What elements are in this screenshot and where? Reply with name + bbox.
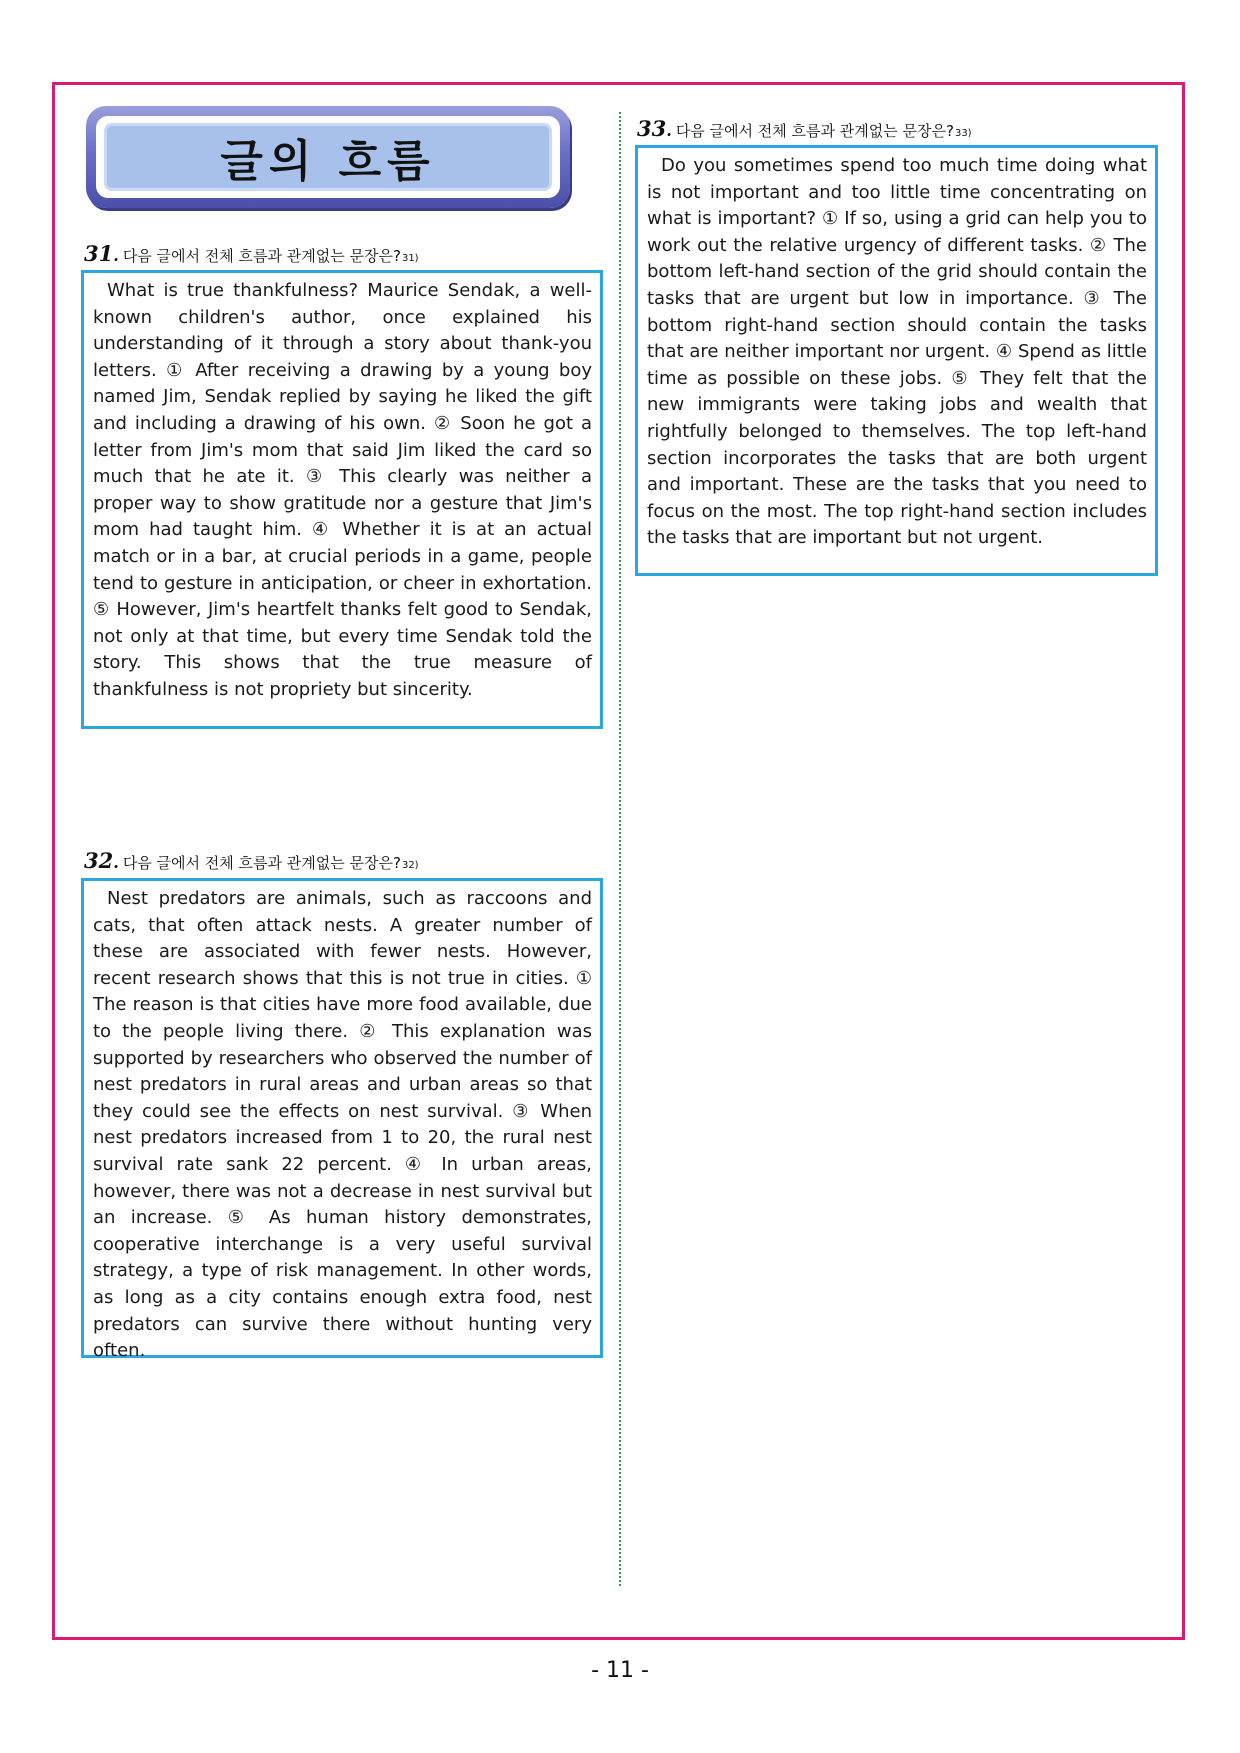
question-33-header: [637, 116, 972, 141]
question-32-prompt: 다음 글에서 전체 흐름과 관계없는 문장은?: [122, 854, 401, 872]
number-dot: .: [113, 246, 119, 265]
question-33-passage: Do you sometimes spend too much time doing what is not important and too little time concentrating on what is important? ① If so, using a grid can help you to work out the relative urgency of different tasks. ② The bottom left-hand section of the grid should contain the tasks that are urgent but low in importance. ③ The bottom right-hand section should contain the tasks that are neither important nor urgent. ④ Spend as little time as possible on these jobs. ⑤ They felt that the new immigrants were taking jobs and wealth that rightfully belonged to themselves. The top left-hand section incorporates the tasks that are both urgent and important. These are the tasks that you need to focus on the most. The top right-hand section includes the tasks that are important but not urgent.: [647, 155, 1147, 549]
question-33-number: [637, 116, 672, 141]
question-32-header: [84, 848, 419, 873]
section-banner: [86, 106, 570, 208]
question-31-header: [84, 241, 419, 266]
question-31-passage: What is true thankfulness? Maurice Sendak, a well-known children's author, once explained his understanding of it through a story about thank-you letters. ① After receiving a drawing by a young boy named Jim, Sendak replied by saying he liked the gift and including a drawing of his own. ② Soon he got a letter from Jim's mom that said Jim liked the card so much that he ate it. ③ This clearly was neither a proper way to show gratitude nor a gesture that Jim's mom had taught him. ④ Whether it is at an actual match or in a bar, at crucial periods in a game, people tend to gesture in anticipation, or cheer in exhortation. ⑤ However, Jim's heartfelt thanks felt good to Sendak, not only at that time, but every time Sendak told the story. This shows that the true measure of thankfulness is not propriety but sincerity.: [93, 280, 592, 700]
question-32-passage: Nest predators are animals, such as raccoons and cats, that often attack nests. A greater number of these are associated with fewer nests. However, recent research shows that this is not true in cities. ① The reason is that cities have more food available, due to the people living there. ② This explanation was supported by researchers who observed the number of nest predators in rural areas and urban areas so that they could see the effects on nest survival. ③ When nest predators increased from 1 to 20, the rural nest survival rate sank 22 percent. ④ In urban areas, however, there was not a decrease in nest survival but an increase. ⑤ As human history demonstrates, cooperative interchange is a very useful survival strategy, a type of risk management. In other words, as long as a city contains enough extra food, nest predators can survive there without hunting very often.: [93, 888, 592, 1362]
question-number-text: 31: [84, 241, 114, 266]
number-dot: .: [113, 853, 119, 872]
page-number: - 11 -: [591, 1658, 649, 1683]
question-31-prompt: 다음 글에서 전체 흐름과 관계없는 문장은?: [122, 247, 401, 265]
question-32-passage-box: [81, 878, 603, 1362]
question-33-prompt: 다음 글에서 전체 흐름과 관계없는 문장은?: [675, 122, 954, 140]
question-number-text: 32: [84, 848, 114, 873]
question-number-text: 33: [637, 116, 667, 141]
column-divider: [619, 112, 621, 1586]
number-dot: .: [666, 121, 672, 140]
banner-inner: [96, 116, 560, 198]
question-31-passage-box: [81, 270, 603, 729]
banner-core: [104, 123, 552, 191]
question-32-number: [84, 848, 119, 873]
question-33-passage-box: [635, 145, 1158, 576]
question-31-number: [84, 241, 119, 266]
question-31-footnote: 31): [401, 253, 419, 264]
section-title: 글의 흐름: [220, 136, 436, 187]
question-33-footnote: 33): [954, 128, 972, 139]
question-32-footnote: 32): [401, 860, 419, 871]
